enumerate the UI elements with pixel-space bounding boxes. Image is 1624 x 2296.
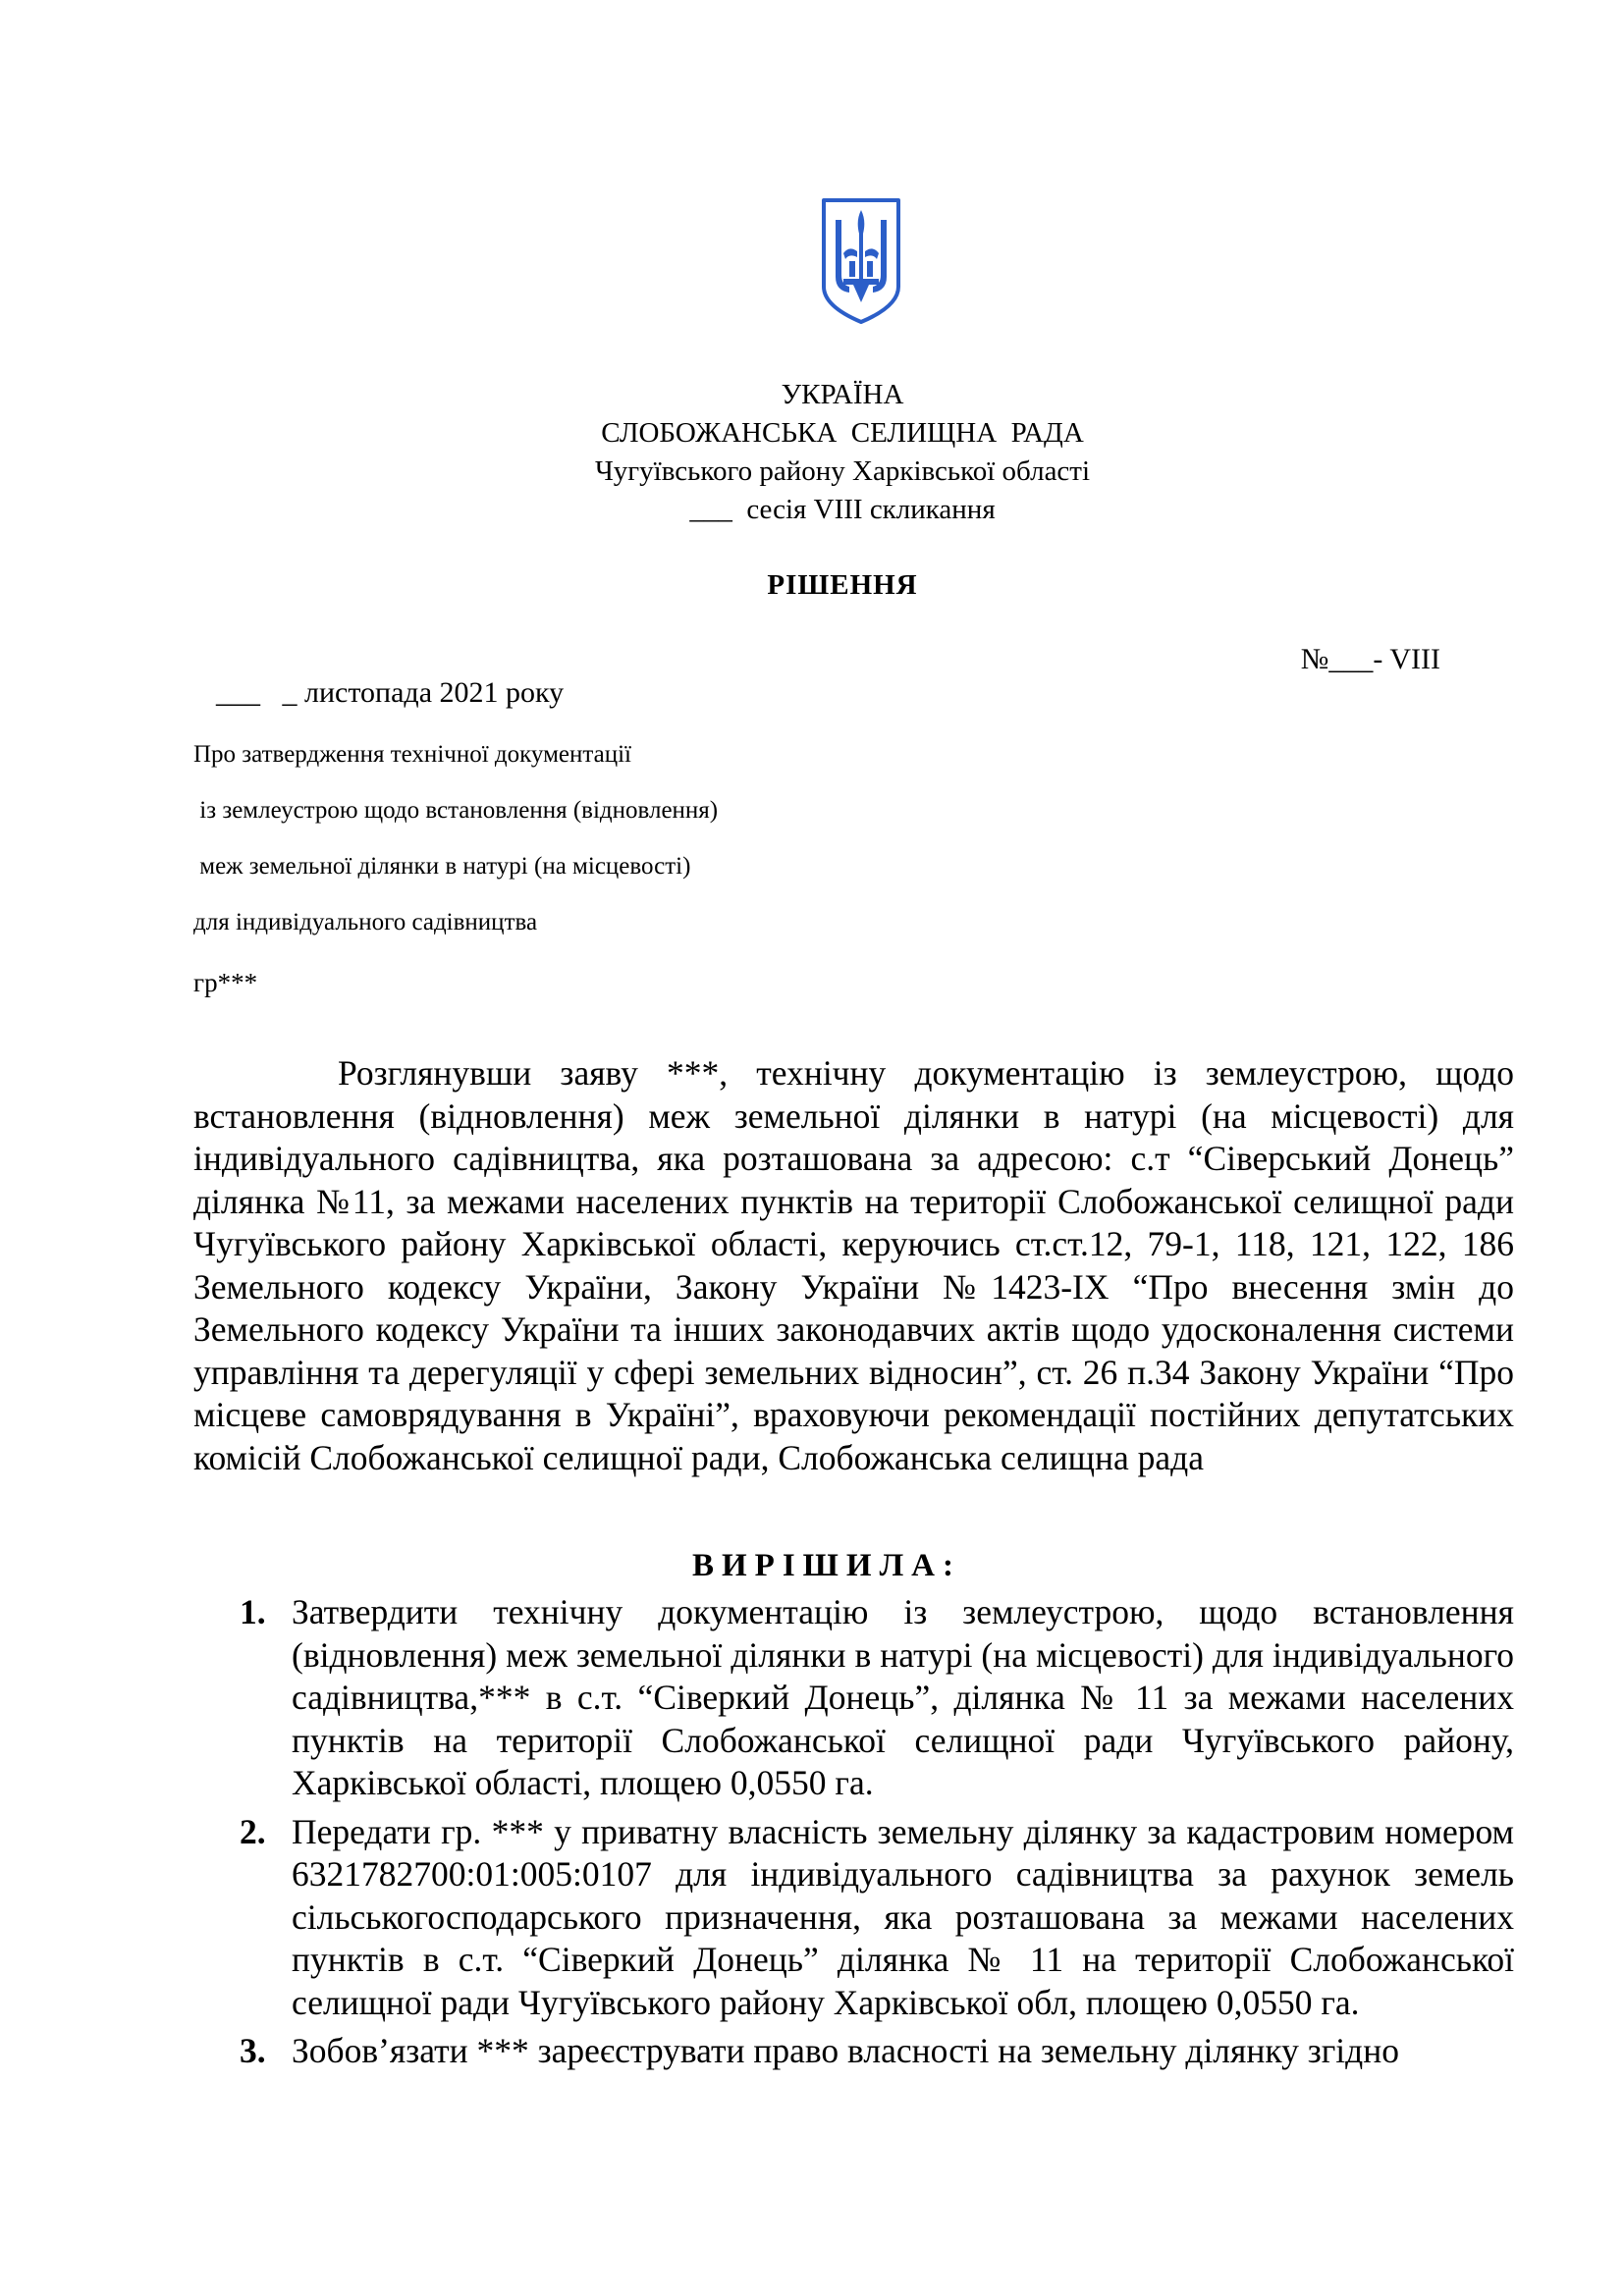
item-number: 1. [240,1592,266,1631]
resolved-heading: ВИРІШИЛА: [692,1548,961,1583]
subject-line: Про затвердження технічної документації [193,741,631,768]
council-name: СЛОБОЖАНСЬКА СЕЛИЩНА РАДА [601,417,1084,449]
list-item [240,1591,1514,1805]
document-title-wrap [0,569,1624,602]
subject-line: меж земельної ділянки в натурі (на місцевості) [193,853,691,880]
subject-line: із землеустрою щодо встановлення (відновлення) [193,797,719,824]
item-text: Передати гр. *** у приватну власність земельну ділянку за кадастровим номером 6321782700:01:005:0107 для індивідуального садівництва за рахунок земель сільськогосподарського призначення, яка розташована за межами населених пунктів в с.т. “Сіверкий Донець” ділянка № 11 на території Слобожанської селищної ради Чугуївського району Харківської обл, площею 0,0550 га. [292,1811,1514,2022]
decision-subject [193,739,718,1019]
date-number-line [201,643,1440,743]
item-text: Затвердити технічну документацію із землеустрою, щодо встановлення (відновлення) меж земельної ділянки в натурі (на місцевості) для індивідуального садівництва,*** в с.т. “Сіверкий Донець”, ділянка № 11 за межами населених пунктів на території Слобожанської селищної ради Чугуївського району, Харківської області, площею 0,0550 га. [292,1592,1514,1802]
list-item [240,2030,1514,2073]
resolution-items [240,1591,1514,2073]
document-header [0,376,1624,529]
decision-date: ___ _ листопада 2021 року [216,676,565,709]
document-title: РІШЕННЯ [767,569,918,601]
item-text: Зобов’язати *** зареєструвати право власності на земельну ділянку згідно [292,2031,1399,2070]
council-region: Чугуївського району Харківської області [594,455,1091,487]
subject-line: для індивідуального садівництва [193,909,538,935]
item-number: 3. [240,2031,266,2070]
country-name: УКРАЇНА [781,379,904,410]
item-number: 2. [240,1811,266,1851]
session-line: ___ сесія VIII скликання [689,494,996,525]
list-item [240,1811,1514,2025]
preamble-paragraph: Розглянувши заяву ***, технічну документацію із землеустрою, щодо встановлення (відновлення) меж земельної ділянки в натурі (на місцевості) для індивідуального садівництва, яка розташована за адресою: с.т “Сіверський Донець” ділянка №11, за межами населених пунктів на території Слобожанської селищної ради Чугуївського району Харківської області, керуючись ст.ст.12, 79-1, 118, 121, 122, 186 Земельного кодексу України, Закону України №1423-IX “Про внесення змін до Земельного кодексу України та інших законодавчих актів щодо удосконалення системи управління та дерегуляції у сфері земельних відносин”, ст. 26 п.34 Закону України “Про місцеве самоврядування в Україні”, враховуючи рекомендації постійних депутатських комісій Слобожанської селищної ради, Слобожанська селищна рада [193,1053,1514,1477]
decision-number: №___- VIII [1300,643,1440,675]
resolved-heading-wrap [0,1548,1624,1584]
subject-line: гр*** [193,968,258,997]
coat-of-arms-icon [820,196,902,326]
